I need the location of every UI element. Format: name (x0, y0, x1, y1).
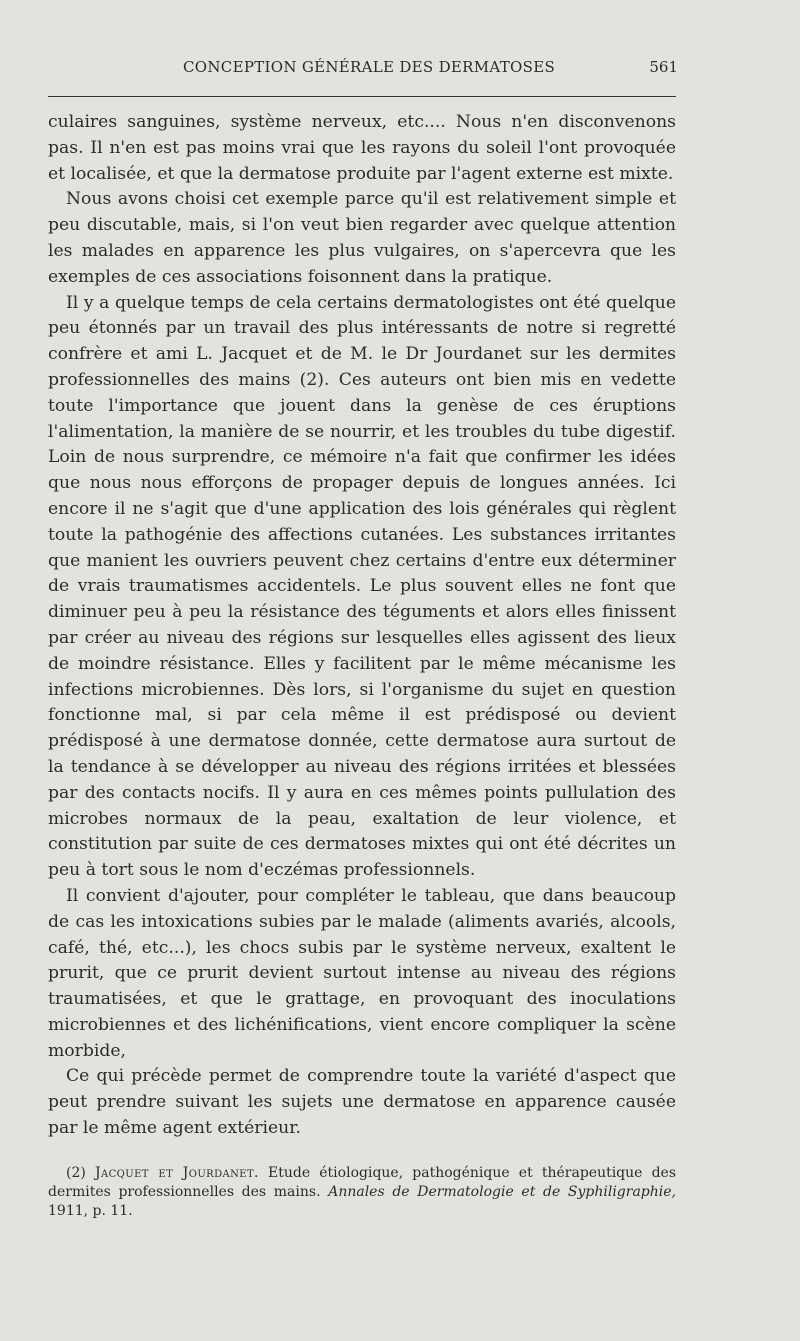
footnote (48, 1164, 676, 1221)
footnote-citation: 1911, p. 11. (48, 1203, 133, 1219)
page-header (48, 58, 678, 86)
footnote-marker: (2) (66, 1165, 86, 1181)
page-number: 561 (649, 58, 678, 76)
paragraph-1: culaires sanguines, système nerveux, etc.... Nous n'en disconvenons pas. Il n'en est pas moins vrai que les rayons du soleil l'ont provoquée et localisée, et que la dermatose produite par l'agent externe est mixte. (48, 112, 676, 184)
running-title: CONCEPTION GÉNÉRALE DES DERMATOSES (183, 58, 556, 76)
paragraph-3: Il y a quelque temps de cela certains dermatologistes ont été quelque peu étonnés par un travail des plus intéressants de notre si regretté confrère et ami L. Jacquet et de M. le Dr Jourdanet sur les dermites professionnelles des mains (2). Ces auteurs ont bien mis en vedette toute l'importance que jouent dans la genèse de ces éruptions l'alimentation, la manière de se nourrir, et les troubles du tube digestif. Loin de nous surprendre, ce mémoire n'a fait que confirmer les idées que nous nous efforçons de propager depuis de longues années. Ici encore il ne s'agit que d'une application des lois générales qui règlent toute la pathogénie des affections cutanées. Les substances irritantes que manient les ouvriers peuvent chez certains d'entre eux déterminer de vrais traumatismes accidentels. Le plus souvent elles ne font que diminuer peu à peu la résistance des téguments et alors elles finissent par créer au niveau des régions sur lesquelles elles agissent des lieux de moindre résistance. Elles y facilitent par le même mécanisme les infections microbiennes. Dès lors, si l'organisme du sujet en question fonctionne mal, si par cela même il est prédisposé ou devient prédisposé à une dermatose donnée, cette dermatose aura surtout de la tendance à se développer au niveau des régions irritées et blessées par des contacts nocifs. Il y aura en ces mêmes points pullulation des microbes normaux de la peau, exaltation de leur violence, et constitution par suite de ces dermatoses mixtes qui ont été décrites un peu à tort sous le nom d'eczémas professionnels. (48, 292, 676, 881)
paragraph-2: Nous avons choisi cet exemple parce qu'il est relativement simple et peu discutable, mais, si l'on veut bien regarder avec quelque attention les malades en apparence les plus vulgaires, on s'apercevra que les exemples de ces associations foisonnent dans la pratique. (48, 189, 676, 287)
body-text (48, 110, 676, 1142)
footnote-title: Etude étiologique, pathogénique et thérapeutique des dermites professionnelles des mains. (48, 1165, 677, 1200)
footnote-journal: Annales de Dermatologie et de Syphiligraphie, (328, 1184, 677, 1200)
footnote-authors: Jacquet et Jourdanet. (94, 1165, 259, 1181)
paragraph-4: Il convient d'ajouter, pour compléter le tableau, que dans beaucoup de cas les intoxications subies par le malade (aliments avariés, alcools, café, thé, etc...), les chocs subis par le système nerveux, exaltent le prurit, que ce prurit devient surtout intense au niveau des régions traumatisées, et que le grattage, en provoquant des inoculations microbiennes et des lichénifications, vient encore compliquer la scène morbide, (48, 885, 676, 1061)
header-rule (48, 96, 676, 97)
paragraph-5: Ce qui précède permet de comprendre toute la variété d'aspect que peut prendre suivant les sujets une dermatose en apparence causée par le même agent extérieur. (48, 1066, 676, 1139)
